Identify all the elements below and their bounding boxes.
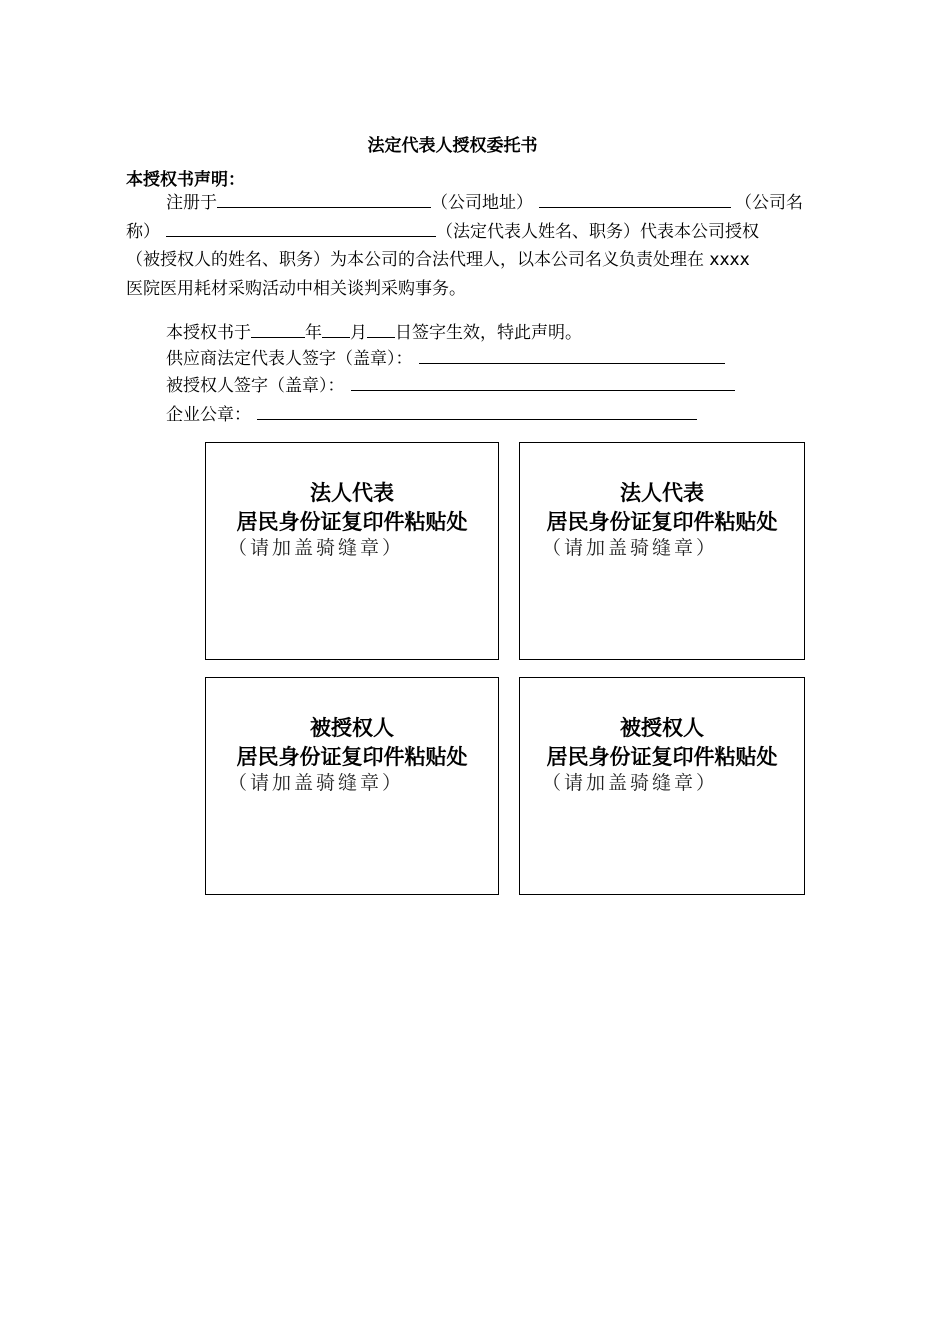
box-title-line1: 被授权人 [310, 716, 394, 740]
authorized-id-box-right [519, 677, 805, 895]
year-label: 年 [305, 323, 322, 343]
para-line-4: 医院医用耗材采购活动中相关谈判采购事务。 [126, 279, 466, 299]
company-seal-line [166, 401, 697, 428]
box-title-line2: 居民身份证复印件粘贴处 [236, 745, 468, 769]
legal-rep-signature-line [166, 345, 725, 372]
legal-rep-id-box-left [205, 442, 499, 660]
document-title: 法定代表人授权委托书 [367, 136, 538, 156]
para-line-1 [166, 189, 803, 216]
company-seal-label: 企业公章： [166, 405, 251, 425]
company-name-label-part1: （公司名 [735, 193, 803, 213]
authorized-signature-label: 被授权人签字（盖章）： [166, 376, 345, 396]
box-title-line1: 法人代表 [310, 481, 394, 505]
authorized-signature-line [166, 372, 735, 399]
statement-heading: 本授权书声明： [126, 170, 245, 190]
box-note: （请加盖骑缝章） [228, 772, 405, 794]
box-title-line2: 居民身份证复印件粘贴处 [236, 510, 468, 534]
authorized-signature-blank[interactable] [351, 372, 735, 391]
company-name-blank[interactable] [539, 189, 731, 208]
para-line-3: （被授权人的姓名、职务）为本公司的合法代理人，以本公司名义负责处理在 xxxx [126, 250, 750, 270]
day-blank[interactable] [367, 319, 395, 338]
legal-rep-label: （法定代表人姓名、职务）代表本公司授权 [436, 222, 759, 242]
company-seal-blank[interactable] [257, 401, 697, 420]
legal-rep-signature-label: 供应商法定代表人签字（盖章）： [166, 349, 413, 369]
company-address-blank[interactable] [217, 189, 431, 208]
authorized-id-box-left [205, 677, 499, 895]
effective-label: 本授权书于 [166, 323, 251, 343]
legal-rep-signature-blank[interactable] [419, 345, 725, 364]
box-note: （请加盖骑缝章） [228, 537, 405, 559]
box-title-line1: 法人代表 [620, 481, 704, 505]
legal-rep-id-box-right [519, 442, 805, 660]
box-note: （请加盖骑缝章） [542, 537, 719, 559]
legal-rep-name-blank[interactable] [166, 218, 436, 237]
box-title-line1: 被授权人 [620, 716, 704, 740]
company-name-label-part2: 称） [126, 222, 160, 242]
box-title-line2: 居民身份证复印件粘贴处 [546, 510, 778, 534]
day-label: 日签字生效，特此声明。 [395, 323, 582, 343]
box-title-line2: 居民身份证复印件粘贴处 [546, 745, 778, 769]
company-address-label: （公司地址） [431, 193, 533, 213]
month-label: 月 [350, 323, 367, 343]
year-blank[interactable] [251, 319, 305, 338]
effective-date-line [166, 319, 582, 346]
box-note: （请加盖骑缝章） [542, 772, 719, 794]
month-blank[interactable] [322, 319, 350, 338]
registered-at-label: 注册于 [166, 193, 217, 213]
para-line-2 [126, 218, 759, 245]
